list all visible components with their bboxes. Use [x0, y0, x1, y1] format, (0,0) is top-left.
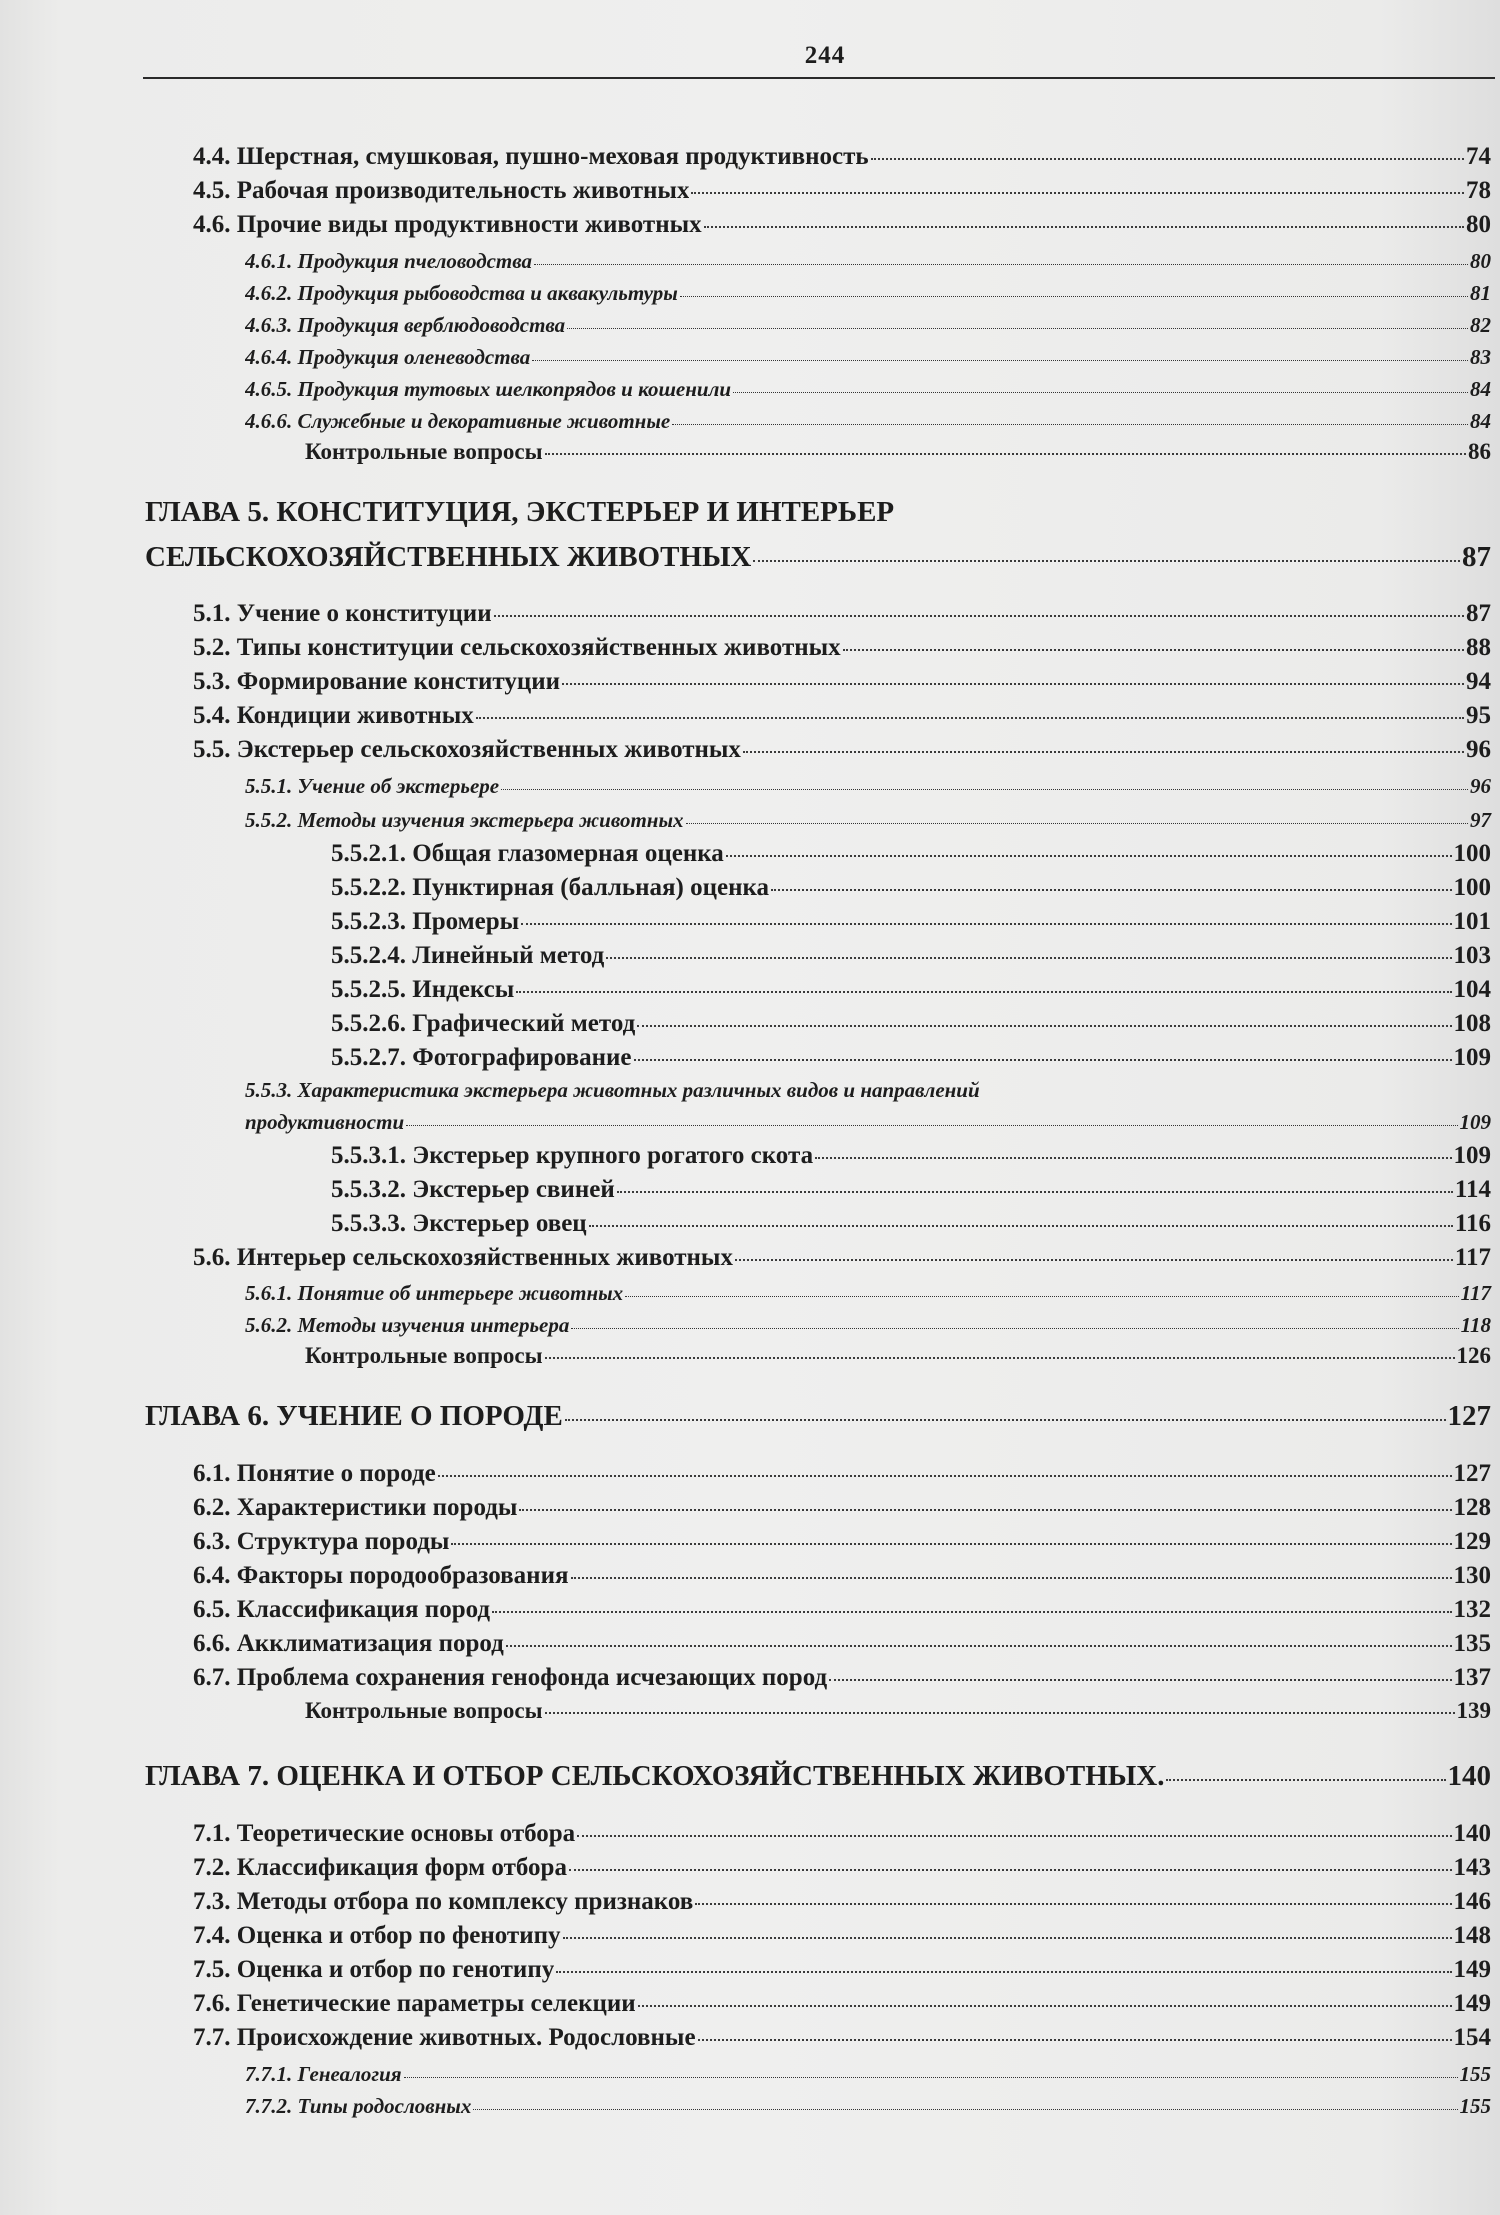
entry-page: 103 — [1453, 942, 1491, 969]
dot-leader — [606, 957, 1451, 959]
entry-label: Контрольные вопросы — [305, 1343, 543, 1368]
entry-label: 7.7.2. Типы родословных — [245, 2094, 472, 2118]
toc-entry-5-6-2[interactable] — [245, 1313, 1491, 1338]
dot-leader — [735, 1259, 1453, 1261]
toc-entry-5-5-3-3[interactable] — [331, 1210, 1491, 1238]
entry-label: 5.5.3.1. Экстерьер крупного рогатого скота — [331, 1142, 814, 1169]
entry-label: 4.6.1. Продукция пчеловодства — [245, 249, 533, 273]
dot-leader — [771, 889, 1451, 891]
entry-label: 5.5.3.3. Экстерьер овец — [331, 1210, 587, 1237]
entry-page: 139 — [1456, 1698, 1491, 1723]
dot-leader — [691, 192, 1464, 194]
header-rule — [143, 77, 1495, 79]
toc-entry-chapter-5[interactable] — [145, 541, 1491, 574]
toc-entry-6-7[interactable] — [193, 1664, 1491, 1692]
toc-entry-4-6-5[interactable] — [245, 377, 1491, 402]
dot-leader — [545, 1712, 1455, 1714]
dot-leader — [516, 991, 1451, 993]
entry-label: 4.6. Прочие виды продуктивности животных — [193, 211, 702, 238]
entry-page: 109 — [1453, 1044, 1491, 1071]
toc-entry-5-5-2[interactable] — [245, 808, 1491, 833]
entry-page: 140 — [1453, 1820, 1491, 1847]
entry-label: 5.1. Учение о конституции — [193, 600, 492, 627]
entry-page: 146 — [1453, 1888, 1491, 1915]
dot-leader — [1166, 1779, 1445, 1781]
toc-entry-5-5-2-5[interactable] — [331, 976, 1491, 1004]
entry-label: 7.3. Методы отбора по комплексу признаков — [193, 1888, 694, 1915]
dot-leader — [404, 2077, 1458, 2078]
dot-leader — [617, 1191, 1453, 1193]
dot-leader — [506, 1645, 1452, 1647]
entry-page: 84 — [1470, 377, 1491, 401]
toc-entry-4-5[interactable] — [193, 177, 1491, 205]
entry-label: 4.6.2. Продукция рыбоводства и аквакультуры — [245, 281, 678, 305]
entry-page: 100 — [1453, 840, 1491, 867]
entry-label: 5.5. Экстерьер сельскохозяйственных животных — [193, 736, 741, 763]
entry-page: 78 — [1466, 177, 1491, 204]
entry-page: 149 — [1453, 1990, 1491, 2017]
entry-label: 4.5. Рабочая производительность животных — [193, 177, 690, 204]
toc-entry-5-6[interactable] — [193, 1244, 1491, 1272]
toc-entry-5-5-3-line1[interactable]: 5.5.3. Характеристика экстерьера животных различных видов и направлений — [245, 1078, 980, 1102]
dot-leader — [637, 1025, 1451, 1027]
entry-page: 114 — [1454, 1176, 1491, 1203]
entry-label: 7.1. Теоретические основы отбора — [193, 1820, 576, 1847]
toc-entry-5-5-2-2[interactable] — [331, 874, 1491, 902]
entry-label: Контрольные вопросы — [305, 1698, 543, 1723]
dot-leader — [473, 2109, 1457, 2110]
dot-leader — [571, 1328, 1458, 1329]
page-number: 244 — [804, 42, 846, 69]
toc-entry-6-2[interactable] — [193, 1494, 1491, 1522]
entry-label: 5.2. Типы конституции сельскохозяйственных животных — [193, 634, 841, 661]
toc-entry-5-2[interactable] — [193, 634, 1491, 662]
entry-page: 81 — [1470, 281, 1491, 305]
dot-leader — [521, 923, 1451, 925]
entry-label: 5.5.2.5. Индексы — [331, 976, 515, 1003]
toc-entry-5-1[interactable] — [193, 600, 1491, 628]
toc-entry-questions-5[interactable] — [305, 1343, 1491, 1369]
entry-page: 104 — [1453, 976, 1491, 1003]
toc-entry-4-6[interactable] — [193, 211, 1491, 239]
entry-label: 7.7.1. Генеалогия — [245, 2062, 402, 2086]
dot-leader — [733, 392, 1468, 393]
dot-leader — [562, 683, 1464, 685]
entry-page: 82 — [1470, 313, 1491, 337]
entry-page: 87 — [1462, 541, 1491, 573]
dot-leader — [686, 823, 1468, 824]
dot-leader — [577, 1835, 1451, 1837]
dot-leader — [743, 751, 1464, 753]
entry-page: 87 — [1466, 600, 1491, 627]
entry-page: 86 — [1468, 439, 1491, 464]
toc-entry-6-3[interactable] — [193, 1528, 1491, 1556]
toc-entry-chapter-7[interactable] — [145, 1760, 1491, 1793]
entry-page: 140 — [1447, 1760, 1491, 1792]
entry-label: 5.5.3.2. Экстерьер свиней — [331, 1176, 615, 1203]
entry-label: 6.2. Характеристики породы — [193, 1494, 518, 1521]
toc-entry-5-5-3[interactable] — [245, 1110, 1491, 1135]
entry-label: 6.3. Структура породы — [193, 1528, 450, 1555]
dot-leader — [634, 1059, 1452, 1061]
entry-page: 127 — [1453, 1460, 1491, 1487]
entry-label: 5.5.2.4. Линейный метод — [331, 942, 605, 969]
dot-leader — [492, 1611, 1451, 1613]
entry-page: 149 — [1453, 1956, 1491, 1983]
dot-leader — [438, 1475, 1452, 1477]
dot-leader — [534, 264, 1468, 265]
entry-page: 126 — [1456, 1343, 1491, 1368]
toc-entry-5-5-3-2[interactable] — [331, 1176, 1491, 1204]
dot-leader — [519, 1509, 1451, 1511]
entry-label: 4.4. Шерстная, смушковая, пушно-меховая продуктивность — [193, 143, 869, 170]
entry-page: 130 — [1453, 1562, 1491, 1589]
dot-leader — [571, 1577, 1452, 1579]
toc-entry-6-1[interactable] — [193, 1460, 1491, 1488]
entry-page: 88 — [1466, 634, 1491, 661]
entry-page: 128 — [1453, 1494, 1491, 1521]
dot-leader — [545, 453, 1466, 455]
dot-leader — [451, 1543, 1451, 1545]
toc-entry-5-5-2-7[interactable] — [331, 1044, 1491, 1072]
toc-entry-5-5-1[interactable] — [245, 774, 1491, 799]
entry-label: 5.5.1. Учение об экстерьере — [245, 774, 500, 798]
dot-leader — [680, 296, 1468, 297]
toc-entry-questions-6[interactable] — [305, 1698, 1491, 1724]
dot-leader — [589, 1225, 1453, 1227]
dot-leader — [501, 789, 1468, 790]
entry-label: 5.5.2.6. Графический метод — [331, 1010, 636, 1037]
dot-leader — [815, 1157, 1451, 1159]
dot-leader — [704, 226, 1464, 228]
entry-page: 95 — [1466, 702, 1491, 729]
dot-leader — [556, 1971, 1451, 1973]
entry-page: 129 — [1453, 1528, 1491, 1555]
entry-page: 155 — [1459, 2062, 1491, 2086]
entry-label: ГЛАВА 7. ОЦЕНКА И ОТБОР СЕЛЬСКОХОЗЯЙСТВЕННЫХ ЖИВОТНЫХ. — [145, 1760, 1165, 1792]
toc-entry-5-5-2-1[interactable] — [331, 840, 1491, 868]
entry-label: 5.5.2. Методы изучения экстерьера животных — [245, 808, 684, 832]
entry-page: 137 — [1453, 1664, 1491, 1691]
dot-leader — [563, 1937, 1452, 1939]
toc-entry-7-7-2[interactable] — [245, 2094, 1491, 2119]
toc-entry-7-2[interactable] — [193, 1854, 1491, 1882]
dot-leader — [829, 1679, 1451, 1681]
dot-leader — [625, 1296, 1458, 1297]
toc-entry-7-5[interactable] — [193, 1956, 1491, 1984]
toc-entry-5-5-2-4[interactable] — [331, 942, 1491, 970]
toc-entry-5-5-2-6[interactable] — [331, 1010, 1491, 1038]
entry-label: 7.2. Классификация форм отбора — [193, 1854, 567, 1881]
entry-label: 4.6.5. Продукция тутовых шелкопрядов и кошенили — [245, 377, 732, 401]
dot-leader — [567, 328, 1468, 329]
dot-leader — [726, 855, 1452, 857]
entry-label: 5.3. Формирование конституции — [193, 668, 561, 695]
toc-entry-5-5[interactable] — [193, 736, 1491, 764]
dot-leader — [406, 1125, 1457, 1126]
entry-label: 5.4. Кондиции животных — [193, 702, 474, 729]
dot-leader — [695, 1903, 1451, 1905]
entry-label: 7.6. Генетические параметры селекции — [193, 1990, 636, 2017]
entry-page: 154 — [1453, 2024, 1491, 2051]
dot-leader — [476, 717, 1464, 719]
entry-page: 117 — [1454, 1244, 1491, 1271]
dot-leader — [753, 560, 1460, 562]
toc-entry-4-6-1[interactable] — [245, 249, 1491, 274]
dot-leader — [545, 1357, 1455, 1359]
entry-page: 101 — [1453, 908, 1491, 935]
entry-label: 5.6. Интерьер сельскохозяйственных животных — [193, 1244, 733, 1271]
entry-label: 5.6.2. Методы изучения интерьера — [245, 1313, 570, 1337]
dot-leader — [871, 158, 1464, 160]
entry-label: 6.1. Понятие о породе — [193, 1460, 436, 1487]
toc-entry-questions-4[interactable] — [305, 439, 1491, 465]
chapter-5-title-line2: СЕЛЬСКОХОЗЯЙСТВЕННЫХ ЖИВОТНЫХ — [145, 541, 752, 573]
entry-page: 97 — [1470, 808, 1491, 832]
entry-label: 5.5.2.7. Фотографирование — [331, 1044, 632, 1071]
entry-page: 96 — [1470, 774, 1491, 798]
toc-entry-4-6-4[interactable] — [245, 345, 1491, 370]
dot-leader — [672, 424, 1468, 425]
entry-page: 84 — [1470, 409, 1491, 433]
dot-leader — [494, 615, 1464, 617]
dot-leader — [698, 2039, 1452, 2041]
entry-page: 83 — [1470, 345, 1491, 369]
entry-label: 4.6.4. Продукция оленеводства — [245, 345, 531, 369]
entry-page: 80 — [1466, 211, 1491, 238]
entry-page: 155 — [1459, 2094, 1491, 2118]
entry-page: 132 — [1453, 1596, 1491, 1623]
entry-page: 118 — [1460, 1313, 1491, 1337]
entry-page: 127 — [1447, 1400, 1491, 1432]
toc-entry-7-1[interactable] — [193, 1820, 1491, 1848]
chapter-5-title-line1[interactable]: ГЛАВА 5. КОНСТИТУЦИЯ, ЭКСТЕРЬЕР И ИНТЕРЬЕР — [145, 496, 895, 528]
toc-entry-4-4[interactable] — [193, 143, 1491, 171]
entry-page: 96 — [1466, 736, 1491, 763]
entry-label: 5.5.2.2. Пунктирная (балльная) оценка — [331, 874, 770, 901]
entry-page: 143 — [1453, 1854, 1491, 1881]
entry-page: 108 — [1453, 1010, 1491, 1037]
entry-label: 6.4. Факторы породообразования — [193, 1562, 569, 1589]
entry-label: 6.6. Акклиматизация пород — [193, 1630, 504, 1657]
entry-label: Контрольные вопросы — [305, 439, 543, 464]
toc-entry-5-4[interactable] — [193, 702, 1491, 730]
entry-page: 80 — [1470, 249, 1491, 273]
entry-page: 74 — [1466, 143, 1491, 170]
toc-entry-chapter-6[interactable] — [145, 1400, 1491, 1433]
entry-label: 7.5. Оценка и отбор по генотипу — [193, 1956, 555, 1983]
entry-page: 116 — [1454, 1210, 1491, 1237]
entry-label: 4.6.6. Служебные и декоративные животные — [245, 409, 671, 433]
toc-entry-7-7[interactable] — [193, 2024, 1491, 2052]
entry-page: 109 — [1459, 1110, 1491, 1134]
toc-entry-5-5-3-1[interactable] — [331, 1142, 1491, 1170]
toc-entry-6-5[interactable] — [193, 1596, 1491, 1624]
toc-entry-6-4[interactable] — [193, 1562, 1491, 1590]
entry-page: 148 — [1453, 1922, 1491, 1949]
toc-entry-4-6-2[interactable] — [245, 281, 1491, 306]
entry-page: 94 — [1466, 668, 1491, 695]
entry-label: 5.5.2.3. Промеры — [331, 908, 520, 935]
entry-label: 5.5.2.1. Общая глазомерная оценка — [331, 840, 724, 867]
entry-label: 6.5. Классификация пород — [193, 1596, 491, 1623]
dot-leader — [565, 1419, 1446, 1421]
toc-entry-4-6-6[interactable] — [245, 409, 1491, 434]
toc-entry-7-6[interactable] — [193, 1990, 1491, 2018]
toc-entry-6-6[interactable] — [193, 1630, 1491, 1658]
entry-label: продуктивности — [245, 1110, 405, 1134]
dot-leader — [638, 2005, 1452, 2007]
toc-entry-5-5-2-3[interactable] — [331, 908, 1491, 936]
entry-label: ГЛАВА 6. УЧЕНИЕ О ПОРОДЕ — [145, 1400, 563, 1432]
entry-label: 7.4. Оценка и отбор по фенотипу — [193, 1922, 561, 1949]
dot-leader — [569, 1869, 1452, 1871]
entry-page: 117 — [1460, 1281, 1491, 1305]
entry-page: 109 — [1453, 1142, 1491, 1169]
dot-leader — [532, 360, 1468, 361]
dot-leader — [843, 649, 1464, 651]
toc-entry-5-6-1[interactable] — [245, 1281, 1491, 1306]
entry-label: 6.7. Проблема сохранения генофонда исчезающих пород — [193, 1664, 828, 1691]
entry-label: 5.6.1. Понятие об интерьере животных — [245, 1281, 624, 1305]
entry-page: 100 — [1453, 874, 1491, 901]
toc-entry-5-3[interactable] — [193, 668, 1491, 696]
entry-label: 7.7. Происхождение животных. Родословные — [193, 2024, 696, 2051]
toc-entry-7-4[interactable] — [193, 1922, 1491, 1950]
toc-entry-7-3[interactable] — [193, 1888, 1491, 1916]
entry-page: 135 — [1453, 1630, 1491, 1657]
entry-label: 4.6.3. Продукция верблюдоводства — [245, 313, 566, 337]
toc-entry-4-6-3[interactable] — [245, 313, 1491, 338]
toc-entry-7-7-1[interactable] — [245, 2062, 1491, 2087]
